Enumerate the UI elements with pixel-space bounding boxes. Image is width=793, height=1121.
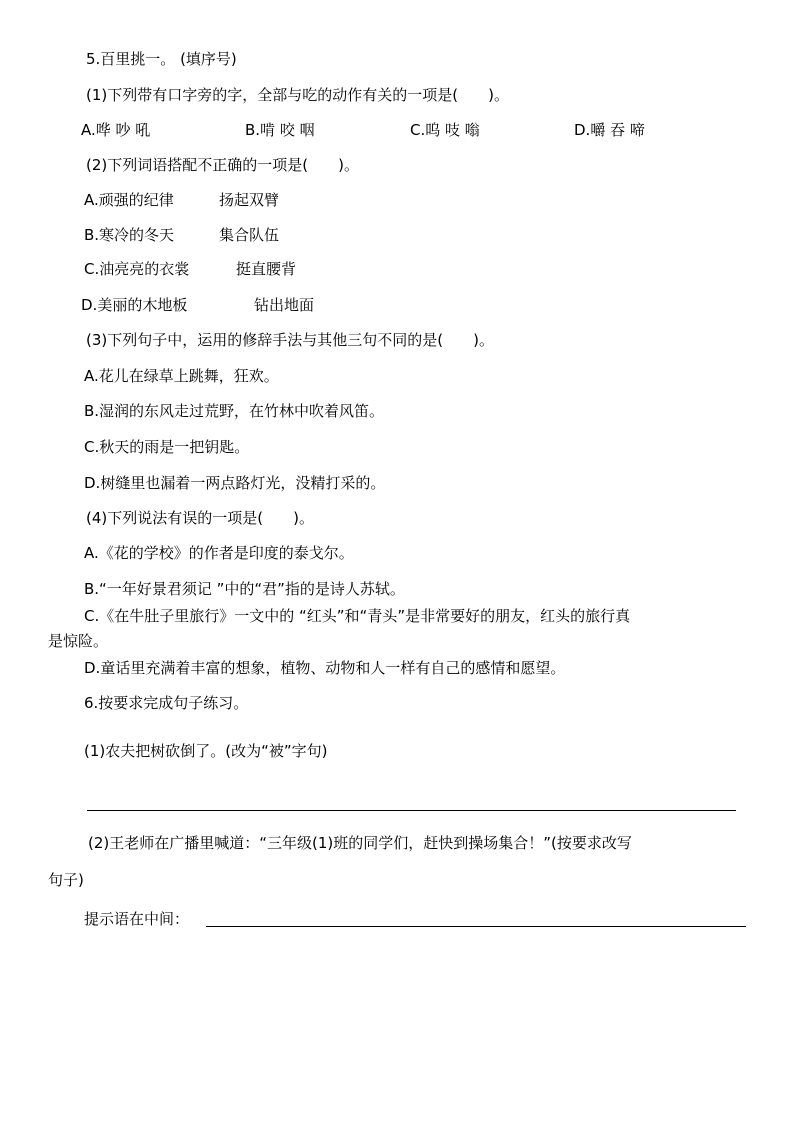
q5-3-stem: (3)下列句子中，运用的修辞手法与其他三句不同的是( )。: [86, 331, 494, 349]
q5-4-option-b: B.“一年好景君须记 ”中的“君”指的是诗人苏轼。: [84, 580, 405, 598]
q5-2-option-b-phrase: 集合队伍: [219, 226, 280, 244]
q5-4-option-d: D.童话里充满着丰富的想象，植物、动物和人一样有自己的感情和愿望。: [84, 659, 566, 677]
q5-1-option-b: B.啃 咬 咽: [245, 121, 315, 139]
q5-4-option-a: A.《花的学校》的作者是印度的泰戈尔。: [84, 544, 354, 562]
q5-2-option-b: B.寒冷的冬天: [84, 226, 175, 244]
q5-3-option-c: C.秋天的雨是一把钥匙。: [84, 438, 250, 456]
q5-2-option-a: A.顽强的纪律: [84, 191, 174, 209]
q6-title: 6.按要求完成句子练习。: [84, 694, 249, 712]
q5-2-stem: (2)下列词语搭配不正确的一项是( )。: [86, 156, 359, 174]
q5-1-stem: (1)下列带有口字旁的字，全部与吃的动作有关的一项是( )。: [86, 86, 509, 104]
q5-3-option-a: A.花儿在绿草上跳舞，狂欢。: [84, 367, 279, 385]
q5-1-option-c: C.呜 吱 嗡: [410, 121, 480, 139]
q5-4-stem: (4)下列说法有误的一项是( )。: [86, 509, 314, 527]
q5-4-option-c: C.《在牛肚子里旅行》一文中的 “红头”和“青头”是非常要好的朋友，红头的旅行真: [84, 607, 631, 625]
q5-2-option-d-phrase: 钻出地面: [254, 296, 315, 314]
q5-3-option-d: D.树缝里也漏着一两点路灯光，没精打采的。: [84, 474, 386, 492]
q5-title: 5.百里挑一。 (填序号): [86, 50, 237, 68]
q6-2-prompt-line2: 句子): [48, 871, 84, 889]
q5-2-option-a-phrase: 扬起双臂: [219, 191, 280, 209]
q6-2-answer-line[interactable]: [206, 926, 746, 927]
q6-1-answer-line[interactable]: [87, 810, 736, 811]
q5-1-option-d: D.嚼 吞 啼: [574, 121, 645, 139]
q6-2-prompt-line1: (2)王老师在广播里喊道：“三年级(1)班的同学们，赶快到操场集合！”(按要求改写: [88, 834, 632, 852]
q5-2-option-d: D.美丽的木地板: [81, 296, 188, 314]
q5-2-option-c-phrase: 挺直腰背: [236, 260, 297, 278]
q6-2-hint-label: 提示语在中间：: [84, 910, 190, 928]
q5-3-option-b: B.湿润的东风走过荒野，在竹林中吹着风笛。: [84, 402, 385, 420]
q5-1-option-a: A.哗 吵 吼: [81, 121, 151, 139]
q5-2-option-c: C.油亮亮的衣裳: [84, 260, 190, 278]
q6-1-prompt: (1)农夫把树砍倒了。(改为“被”字句): [84, 742, 328, 760]
q5-4-option-c-cont: 是惊险。: [48, 632, 109, 650]
